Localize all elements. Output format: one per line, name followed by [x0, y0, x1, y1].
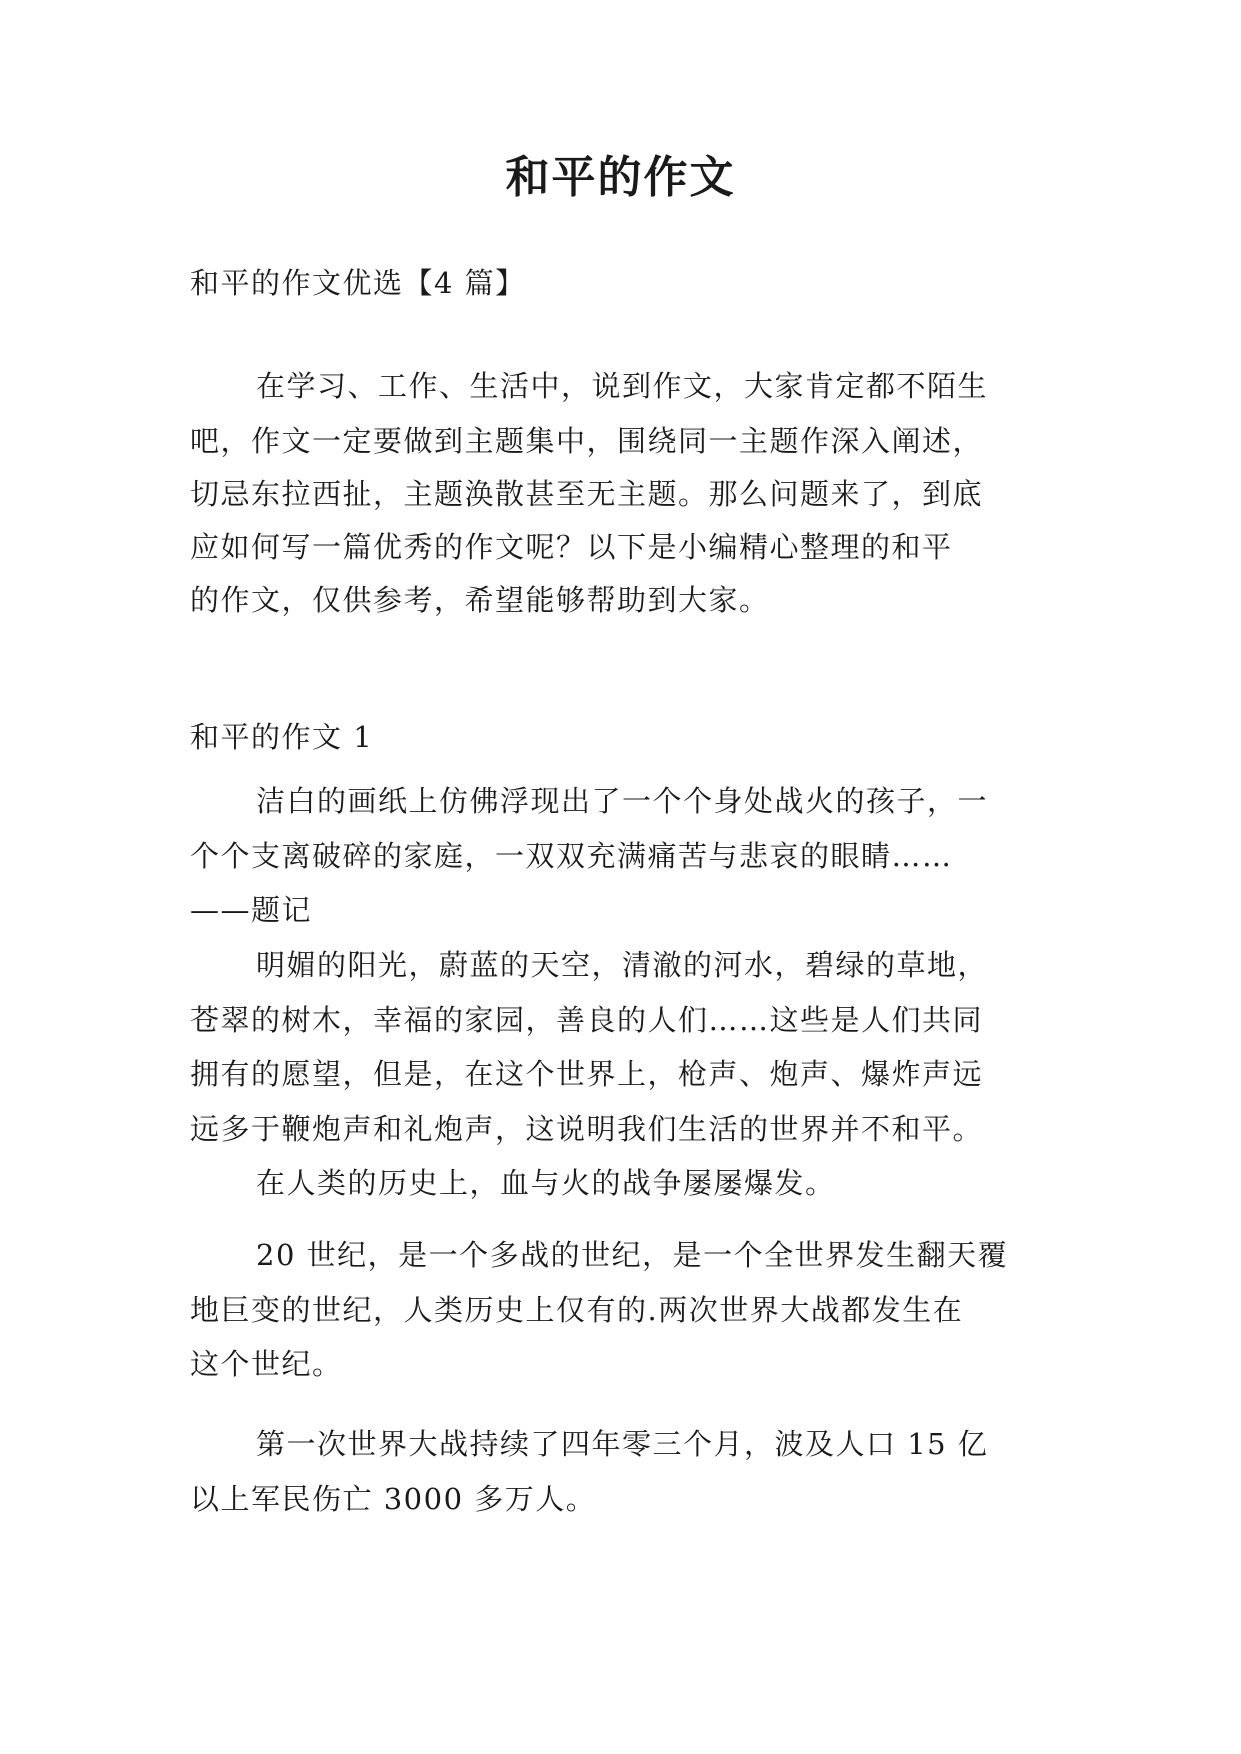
epigraph-attribution: ——题记	[190, 893, 313, 927]
intro-line: 的作文，仅供参考，希望能够帮助到大家。	[190, 583, 770, 617]
paragraph-line: 明媚的阳光，蔚蓝的天空，清澈的河水，碧绿的草地，	[256, 948, 989, 982]
document-subtitle: 和平的作文优选【4 篇】	[190, 266, 526, 300]
document-title: 和平的作文	[505, 152, 736, 203]
paragraph-line: 远多于鞭炮声和礼炮声，这说明我们生活的世界并不和平。	[190, 1112, 984, 1146]
paragraph-line: 第一次世界大战持续了四年零三个月，波及人口 15 亿	[256, 1427, 989, 1461]
intro-line: 应如何写一篇优秀的作文呢？以下是小编精心整理的和平	[190, 530, 953, 564]
paragraph-line: 这个世纪。	[190, 1347, 343, 1381]
paragraph-line: 在人类的历史上，血与火的战争屡屡爆发。	[256, 1166, 836, 1200]
paragraph-line: 苍翠的树木，幸福的家园，善良的人们……这些是人们共同	[190, 1003, 984, 1037]
epigraph-line: 洁白的画纸上仿佛浮现出了一个个身处战火的孩子，一	[256, 784, 989, 818]
paragraph-line: 20 世纪，是一个多战的世纪，是一个全世界发生翻天覆	[256, 1238, 1009, 1272]
intro-line: 吧，作文一定要做到主题集中，围绕同一主题作深入阐述，	[190, 424, 984, 458]
paragraph-line: 拥有的愿望，但是，在这个世界上，枪声、炮声、爆炸声远	[190, 1057, 984, 1091]
paragraph-line: 地巨变的世纪，人类历史上仅有的.两次世界大战都发生在	[190, 1293, 964, 1327]
paragraph-line: 以上军民伤亡 3000 多万人。	[190, 1482, 597, 1516]
section-heading: 和平的作文 1	[190, 720, 374, 754]
intro-line: 在学习、工作、生活中，说到作文，大家肯定都不陌生	[256, 369, 989, 403]
intro-line: 切忌东拉西扯，主题涣散甚至无主题。那么问题来了，到底	[190, 477, 984, 511]
epigraph-line: 个个支离破碎的家庭，一双双充满痛苦与悲哀的眼睛……	[190, 839, 953, 873]
